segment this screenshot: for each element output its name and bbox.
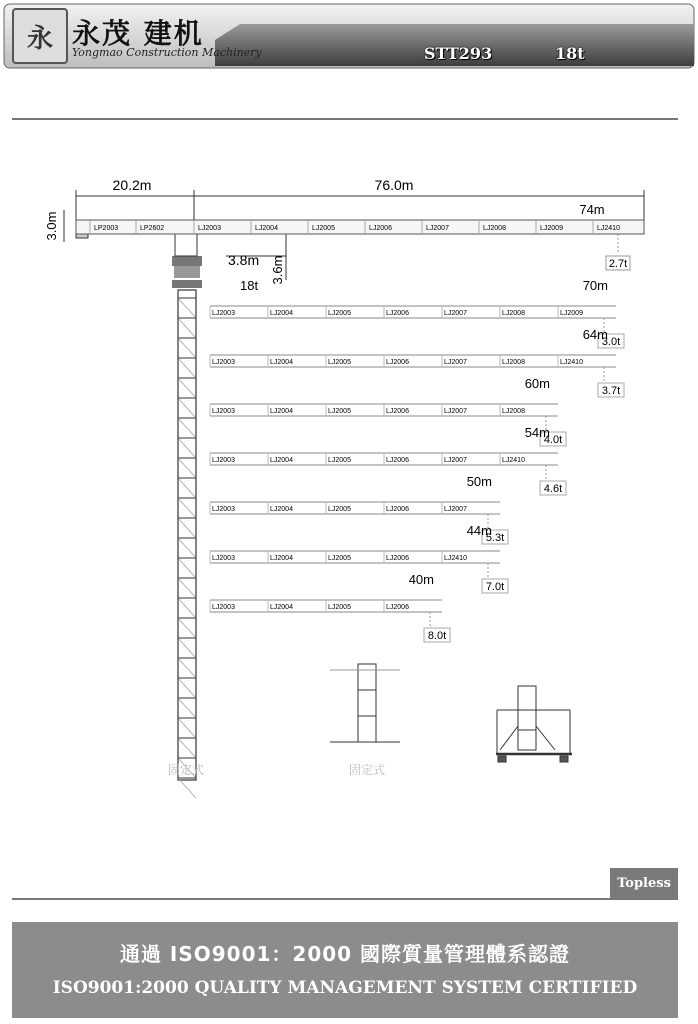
page-header: [0, 0, 698, 78]
jib-segment-label: LJ2003: [212, 359, 235, 366]
iso-footer: [12, 922, 678, 1018]
jib-length-label: 64m: [582, 327, 608, 342]
jib-segment-label: LJ2004: [270, 555, 293, 562]
jib-segment-label: LJ2007: [444, 457, 467, 464]
jib-segment-label: LJ2003: [212, 457, 235, 464]
tip-load-label: 4.6t: [543, 483, 563, 495]
jib-length-label: 40m: [408, 572, 434, 587]
jib-segment-label: LJ2410: [444, 555, 467, 562]
head-offset: 3.8m: [228, 252, 260, 268]
jib-segment-label: LJ2005: [328, 604, 351, 611]
tip-load-label: 8.0t: [427, 630, 447, 642]
jib-segment-label: LP2602: [140, 225, 165, 232]
jib-segment-label: LJ2003: [198, 225, 221, 232]
tip-load-label: 3.7t: [601, 385, 621, 397]
brand-name-cn: 永茂 建机: [72, 17, 204, 50]
jib-segment-label: LJ2003: [212, 555, 235, 562]
main-jib: [76, 202, 644, 270]
jib-segment-label: LJ2003: [212, 408, 235, 415]
jib-segment-label: LJ2008: [502, 359, 525, 366]
jib-segment-label: LJ2003: [212, 506, 235, 513]
jib-segment-label: LJ2005: [328, 359, 351, 366]
jib-segment-label: LJ2005: [328, 457, 351, 464]
jib-segment-label: LJ2007: [444, 359, 467, 366]
jib-segment-label: LJ2005: [328, 310, 351, 317]
tip-load-label: 2.7t: [608, 258, 628, 270]
jib-segment-label: LJ2410: [502, 457, 525, 464]
jib-length-label: 44m: [466, 523, 492, 538]
model-number: STT293: [424, 44, 493, 63]
jib-segment-label: LJ2008: [502, 408, 525, 415]
jib-segment-label: LJ2006: [386, 310, 409, 317]
jib-segment-label: LJ2004: [270, 604, 293, 611]
tip-load-label: 4.0t: [543, 434, 563, 446]
jib-segment-label: LJ2006: [386, 506, 409, 513]
jib-segment-label: LJ2003: [212, 310, 235, 317]
jib-segment-label: LJ2009: [540, 225, 563, 232]
iso-certification-cn: 通過 ISO9001：2000 國際質量管理體系認證: [119, 942, 571, 966]
jib-length-label: 54m: [524, 425, 550, 440]
jib-config: [210, 523, 508, 593]
jib-config: [210, 474, 508, 544]
jib-length-label: 74m: [579, 202, 605, 217]
jib-config: [210, 376, 566, 446]
brand-name-en: Yongmao Construction Machinery: [72, 46, 262, 59]
max-capacity: 18t: [555, 44, 585, 63]
fixed-base: [330, 664, 400, 742]
top-divider: [12, 118, 678, 120]
jib-segment-label: LJ2008: [502, 310, 525, 317]
jib-segment-label: LP2003: [94, 225, 119, 232]
jib-segment-label: LJ2004: [270, 310, 293, 317]
bottom-divider: [12, 898, 678, 900]
jib-config: [210, 572, 450, 642]
jib-segment-label: LJ2003: [212, 604, 235, 611]
dimension-lines: [64, 190, 644, 280]
tip-load-label: 3.0t: [601, 336, 621, 348]
jib-segment-label: LJ2004: [270, 506, 293, 513]
fixed-base-label: 固定式: [348, 763, 386, 777]
jib-segment-label: LJ2006: [386, 359, 409, 366]
jib-config: [210, 425, 566, 495]
head-height: 3.6m: [270, 255, 285, 285]
jib-segment-label: LJ2005: [328, 506, 351, 513]
jib-segment-label: LJ2004: [255, 225, 278, 232]
jib-segment-label: LJ2410: [597, 225, 620, 232]
tip-load-label: 5.3t: [485, 532, 505, 544]
chassis-base: [496, 686, 572, 762]
tip-load-label: 7.0t: [485, 581, 505, 593]
jib-segment-label: LJ2006: [386, 604, 409, 611]
jib-segment-label: LJ2007: [444, 506, 467, 513]
jib-segment-label: LJ2005: [328, 408, 351, 415]
jib-segment-label: LJ2007: [444, 310, 467, 317]
jib-segment-label: LJ2006: [369, 225, 392, 232]
jib-length-label: 70m: [582, 278, 608, 293]
jib-config: [210, 327, 624, 397]
jib-segment-label: LJ2007: [444, 408, 467, 415]
jib-config: [210, 278, 624, 348]
topless-badge: Topless: [610, 868, 678, 898]
company-logo: 永: [12, 8, 68, 64]
tower-mast: [76, 224, 205, 798]
jib-length-label: 50m: [466, 474, 492, 489]
counter-jib-length: 20.2m: [112, 177, 152, 193]
jib-segment-label: LJ2004: [270, 457, 293, 464]
jib-segment-label: LJ2006: [386, 408, 409, 415]
jib-segment-label: LJ2005: [328, 555, 351, 562]
jib-segment-label: LJ2005: [312, 225, 335, 232]
jib-segment-label: LJ2009: [560, 310, 583, 317]
jib-segment-label: LJ2410: [560, 359, 583, 366]
jib-segment-label: LJ2006: [386, 457, 409, 464]
jib-segment-label: LJ2004: [270, 359, 293, 366]
jib-segment-label: LJ2006: [386, 555, 409, 562]
jib-segment-label: LJ2008: [483, 225, 506, 232]
jib-length-label: 60m: [524, 376, 550, 391]
jib-segment-label: LJ2007: [426, 225, 449, 232]
iso-certification-en: ISO9001:2000 QUALITY MANAGEMENT SYSTEM CERTIFIED: [52, 978, 638, 998]
mast-base-label: 固定式: [167, 763, 205, 777]
crane-diagram: [0, 170, 698, 970]
max-load: 18t: [240, 278, 259, 293]
jib-height: 3.0m: [44, 211, 59, 241]
jib-length: 76.0m: [374, 177, 414, 193]
jib-segment-label: LJ2004: [270, 408, 293, 415]
